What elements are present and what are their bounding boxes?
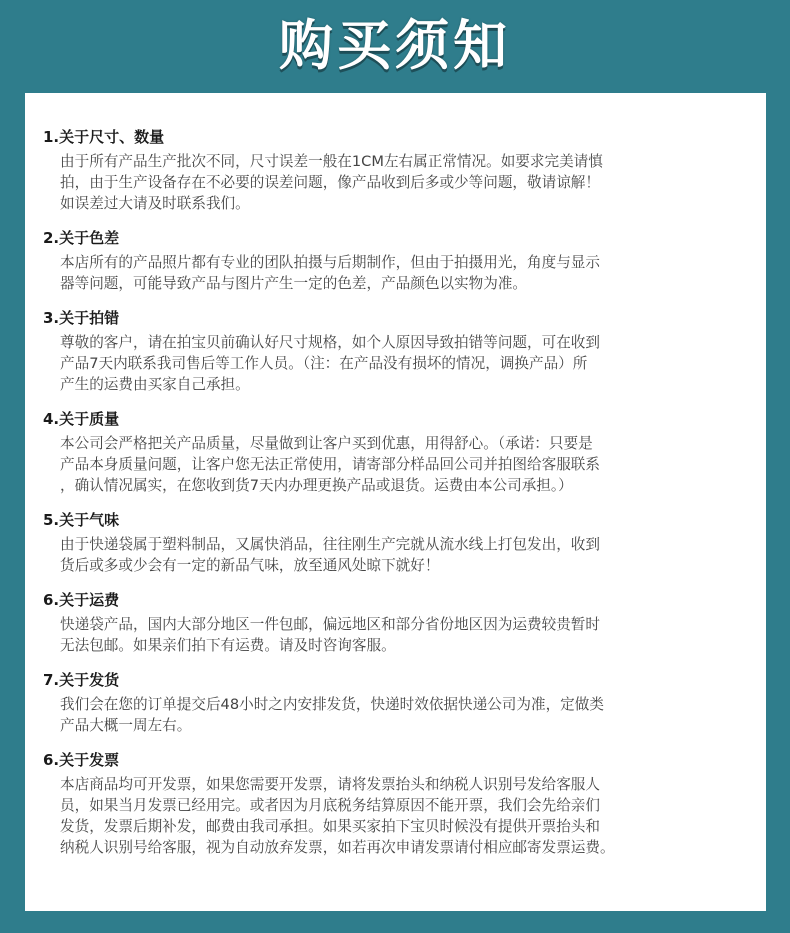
body-line: 本店所有的产品照片都有专业的团队拍摄与后期制作，但由于拍摄用光，角度与显示 (60, 254, 600, 271)
section-color-difference (43, 228, 748, 294)
section-heading: 2.关于色差 (43, 229, 120, 247)
section-body (43, 774, 711, 858)
body-line: 本公司会严格把关产品质量，尽量做到让客户买到优惠，用得舒心。（承诺：只要是 (60, 435, 593, 452)
body-line: 无法包邮。如果亲们拍下有运费。请及时咨询客服。 (60, 637, 396, 654)
body-line: 快递袋产品，国内大部分地区一件包邮，偏远地区和部分省份地区因为运费较贵暂时 (60, 616, 600, 633)
body-line: 尊敬的客户，请在拍宝贝前确认好尺寸规格，如个人原因导致拍错等问题，可在收到 (60, 334, 600, 351)
section-shipping-cost (43, 590, 748, 656)
section-heading: 3.关于拍错 (43, 309, 120, 327)
body-line: 如误差过大请及时联系我们。 (60, 195, 250, 212)
section-heading: 4.关于质量 (43, 410, 120, 428)
body-line: 本店商品均可开发票，如果您需要开发票，请将发票抬头和纳税人识别号发给客服人 (60, 776, 600, 793)
body-line: 产生的运费由买家自己承担。 (60, 376, 250, 393)
body-line: 器等问题，可能导致产品与图片产生一定的色差，产品颜色以实物为准。 (60, 275, 528, 292)
body-line: 产品大概一周左右。 (60, 717, 192, 734)
body-line: 员，如果当月发票已经用完。或者因为月底税务结算原因不能开票，我们会先给亲们 (60, 797, 600, 814)
section-heading: 5.关于气味 (43, 511, 120, 529)
body-line: 我们会在您的订单提交后48小时之内安排发货，快递时效依据快递公司为准，定做类 (60, 696, 604, 713)
body-line: ，确认情况属实，在您收到货7天内办理更换产品或退货。运费由本公司承担。） (60, 477, 573, 494)
section-heading: 7.关于发货 (43, 671, 120, 689)
section-body (43, 433, 711, 496)
notice-panel (25, 93, 766, 911)
section-body (43, 332, 711, 395)
body-line: 货后或多或少会有一定的新品气味，放至通风处晾下就好！ (60, 557, 440, 574)
section-body (43, 694, 711, 736)
section-body (43, 151, 711, 214)
section-body (43, 252, 711, 294)
body-line: 拍，由于生产设备存在不必要的误差问题，像产品收到后多或少等问题，敬请谅解！ (60, 174, 600, 191)
body-line: 由于快递袋属于塑料制品，又属快消品，往往刚生产完就从流水线上打包发出，收到 (60, 536, 600, 553)
section-heading: 1.关于尺寸、数量 (43, 128, 165, 146)
body-line: 产品7天内联系我司售后等工作人员。（注：在产品没有损坏的情况，调换产品）所 (60, 355, 588, 372)
body-line: 发货，发票后期补发，邮费由我司承担。如果买家拍下宝贝时候没有提供开票抬头和 (60, 818, 600, 835)
page-title: 购买须知 (279, 14, 511, 77)
title-bar (0, 0, 790, 92)
body-line: 由于所有产品生产批次不同，尺寸误差一般在1CM左右属正常情况。如要求完美请慎 (60, 153, 603, 170)
section-invoice (43, 750, 748, 858)
section-body (43, 534, 711, 576)
section-delivery (43, 670, 748, 736)
section-body (43, 614, 711, 656)
section-quality (43, 409, 748, 496)
section-heading: 6.关于运费 (43, 591, 120, 609)
section-heading: 6.关于发票 (43, 751, 120, 769)
section-odor (43, 510, 748, 576)
body-line: 产品本身质量问题，让客户您无法正常使用，请寄部分样品回公司并拍图给客服联系 (60, 456, 600, 473)
section-size-quantity (43, 127, 748, 214)
body-line: 纳税人识别号给客服，视为自动放弃发票，如若再次申请发票请付相应邮寄发票运费。 (60, 839, 615, 856)
section-wrong-order (43, 308, 748, 395)
